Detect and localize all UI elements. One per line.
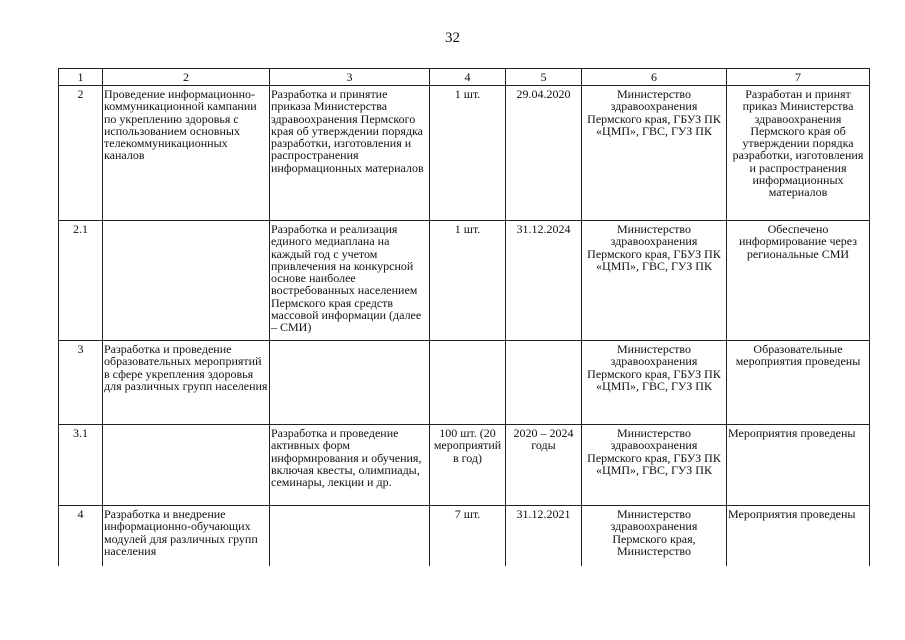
header-cell: 7 <box>727 69 870 86</box>
table-row <box>59 221 870 341</box>
deadline: 31.12.2021 <box>506 506 582 566</box>
header-cell: 5 <box>506 69 582 86</box>
page-number: 32 <box>445 30 460 46</box>
event-name: Проведение информационно-коммуникационной кампании по укреплению здоровья с использованием основных телекоммуникационных каналов <box>103 86 270 221</box>
table-row <box>59 506 870 566</box>
responsible: Министерство здравоохранения Пермского края, ГБУЗ ПК «ЦМП», ГВС, ГУЗ ПК <box>582 341 727 425</box>
responsible: Министерство здравоохранения Пермского края, Министерство <box>582 506 727 566</box>
responsible: Министерство здравоохранения Пермского края, ГБУЗ ПК «ЦМП», ГВС, ГУЗ ПК <box>582 86 727 221</box>
responsible: Министерство здравоохранения Пермского края, ГБУЗ ПК «ЦМП», ГВС, ГУЗ ПК <box>582 425 727 506</box>
plan-table <box>58 68 870 566</box>
expected-result: Обеспечено информирование через региональные СМИ <box>727 221 870 341</box>
expected-result: Мероприятия проведены <box>727 425 870 506</box>
header-cell: 3 <box>270 69 430 86</box>
quantity: 100 шт. (20 мероприятий в год) <box>430 425 506 506</box>
responsible: Министерство здравоохранения Пермского края, ГБУЗ ПК «ЦМП», ГВС, ГУЗ ПК <box>582 221 727 341</box>
row-number: 3.1 <box>59 425 103 506</box>
activity-description: Разработка и проведение активных форм информирования и обучения, включая квесты, олимпиады, семинары, лекции и др. <box>270 425 430 506</box>
activity-description <box>270 506 430 566</box>
activity-description <box>270 341 430 425</box>
deadline: 2020 – 2024 годы <box>506 425 582 506</box>
event-name <box>103 221 270 341</box>
deadline: 29.04.2020 <box>506 86 582 221</box>
header-cell: 1 <box>59 69 103 86</box>
row-number: 2 <box>59 86 103 221</box>
activity-description: Разработка и реализация единого медиаплана на каждый год с учетом привлечения на конкурсной основе наиболее востребованных населением Пермского края средств массовой информации (далее – СМИ) <box>270 221 430 341</box>
table-row <box>59 86 870 221</box>
row-number: 2.1 <box>59 221 103 341</box>
event-name <box>103 425 270 506</box>
expected-result: Мероприятия проведены <box>727 506 870 566</box>
quantity: 7 шт. <box>430 506 506 566</box>
row-number: 4 <box>59 506 103 566</box>
activity-description: Разработка и принятие приказа Министерства здравоохранения Пермского края об утверждении порядка разработки, изготовления и распространения информационных материалов <box>270 86 430 221</box>
quantity <box>430 341 506 425</box>
header-cell: 4 <box>430 69 506 86</box>
quantity: 1 шт. <box>430 86 506 221</box>
table-row <box>59 341 870 425</box>
event-name: Разработка и внедрение информационно-обучающих модулей для различных групп населения <box>103 506 270 566</box>
row-number: 3 <box>59 341 103 425</box>
quantity: 1 шт. <box>430 221 506 341</box>
deadline <box>506 341 582 425</box>
event-name: Разработка и проведение образовательных мероприятий в сфере укрепления здоровья для различных групп населения <box>103 341 270 425</box>
header-cell: 2 <box>103 69 270 86</box>
table-header-row <box>59 69 870 86</box>
expected-result: Образовательные мероприятия проведены <box>727 341 870 425</box>
expected-result: Разработан и принят приказ Министерства здравоохранения Пермского края об утверждении порядка разработки, изготовления и распространения информационных материалов <box>727 86 870 221</box>
deadline: 31.12.2024 <box>506 221 582 341</box>
table-row <box>59 425 870 506</box>
header-cell: 6 <box>582 69 727 86</box>
